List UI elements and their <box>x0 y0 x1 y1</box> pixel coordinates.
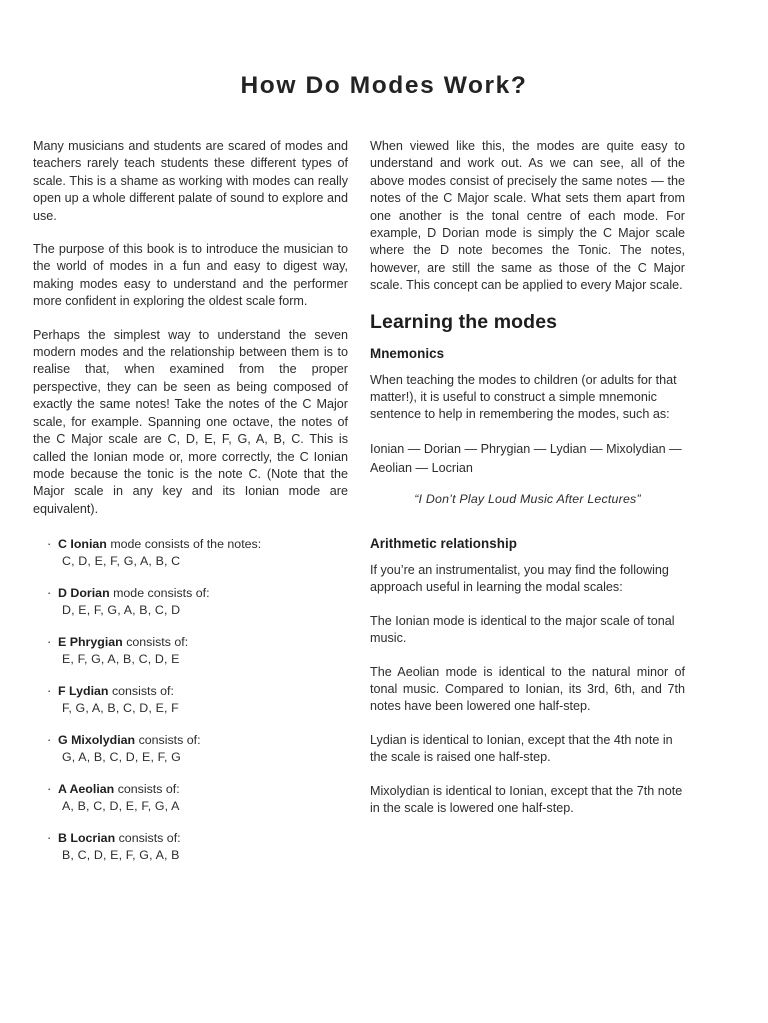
mode-heading <box>33 585 348 602</box>
mode-list <box>33 536 348 864</box>
list-item <box>33 536 348 570</box>
mode-notes: E, F, G, A, B, C, D, E <box>62 652 180 667</box>
mode-heading <box>33 634 348 651</box>
paragraph-intro-3: Perhaps the simplest way to understand the seven modern modes and the relationship between them is to realise that, when examined from the proper perspective, they can be seen as being composed of exactly the same notes! Take the notes of the C Major scale, for example. Spanning one octave, the notes of the C Major scale are C, D, E, F, G, A, B, C. This is called the Ionian mode or, more correctly, the C Ionian mode because the tonic is the note C. (Note that the Major scale in any key and its Ionian mode are equivalent). <box>33 327 348 516</box>
paragraph-modes-overview: When viewed like this, the modes are quite easy to understand and work out. As we can see, all of the above modes consist of precisely the same notes — the notes of the C Major scale. What sets them apart from one another is the tonal centre of each mode. For example, D Dorian mode is simply the C Major scale where the D note becomes the Tonic. The notes, however, are still the same as those of the C Major scale. This concept can be applied to every Major scale. <box>370 139 685 293</box>
paragraph-mnemonics-intro: When teaching the modes to children (or adults for that matter!), it is useful to construct a simple mnemonic sentence to help in remembering the modes, such as: <box>370 372 677 422</box>
bullet-icon: · <box>47 536 52 552</box>
subheading-arithmetic-relationship: Arithmetic relationship <box>370 535 517 551</box>
right-column <box>370 138 685 817</box>
mnemonic-quote: “I Don’t Play Loud Music After Lectures” <box>414 491 641 506</box>
mode-notes: F, G, A, B, C, D, E, F <box>62 701 179 716</box>
mode-notes: D, E, F, G, A, B, C, D <box>62 603 181 618</box>
mode-name: B Locrian <box>58 831 116 846</box>
mode-notes: A, B, C, D, E, F, G, A <box>62 799 180 814</box>
paragraph-arithmetic-3: The Aeolian mode is identical to the natural minor of tonal music. Compared to Ionian, its 3rd, 6th, and 7th notes have been lowered one half-step. <box>370 664 685 714</box>
mode-heading <box>33 683 348 700</box>
mode-notes: B, C, D, E, F, G, A, B <box>62 848 180 863</box>
mode-name: C Ionian <box>58 537 107 552</box>
mode-heading <box>33 732 348 749</box>
bullet-icon: · <box>47 781 52 797</box>
mode-notes: G, A, B, C, D, E, F, G <box>62 750 181 765</box>
bullet-icon: · <box>47 732 52 748</box>
paragraph-arithmetic-4: Lydian is identical to Ionian, except that the 4th note in the scale is raised one half-step. <box>370 732 673 765</box>
mode-description: consists of: <box>117 782 180 797</box>
mode-name: E Phrygian <box>58 635 123 650</box>
bullet-icon: · <box>47 585 52 601</box>
mode-heading <box>33 536 348 553</box>
list-item <box>33 634 348 668</box>
mode-heading <box>33 830 348 847</box>
mode-heading <box>33 781 348 798</box>
paragraph-intro-1: Many musicians and students are scared of modes and teachers rarely teach students these different types of scale. This is a shame as working with modes can really open up a whole different palate of sound to explore and use. <box>33 139 348 223</box>
list-item <box>33 732 348 766</box>
mode-name: F Lydian <box>58 684 109 699</box>
section-heading-learning-the-modes: Learning the modes <box>370 310 558 333</box>
mode-description: consists of: <box>111 684 174 699</box>
list-item <box>33 585 348 619</box>
mode-name: G Mixolydian <box>58 733 136 748</box>
mode-description: consists of: <box>118 831 181 846</box>
mode-name: D Dorian <box>58 586 110 601</box>
mode-description: consists of: <box>126 635 189 650</box>
bullet-icon: · <box>47 683 52 699</box>
list-item <box>33 830 348 864</box>
bullet-icon: · <box>47 830 52 846</box>
mode-description: consists of: <box>138 733 201 748</box>
paragraph-arithmetic-2: The Ionian mode is identical to the major scale of tonal music. <box>370 613 675 646</box>
page-title: How Do Modes Work? <box>240 72 528 100</box>
mode-sequence-mnemonic: Ionian — Dorian — Phrygian — Lydian — Mixolydian — Aeolian — Locrian <box>370 441 682 475</box>
list-item <box>33 781 348 815</box>
mode-name: A Aeolian <box>58 782 115 797</box>
left-column <box>33 138 348 879</box>
paragraph-intro-2: The purpose of this book is to introduce the musician to the world of modes in a fun and easy to digest way, making modes easy to understand and the performer more confident in exploring the oldest scale form. <box>33 242 348 309</box>
bullet-icon: · <box>47 634 52 650</box>
mode-description: mode consists of: <box>113 586 210 601</box>
mode-notes: C, D, E, F, G, A, B, C <box>62 554 181 569</box>
paragraph-arithmetic-1: If you’re an instrumentalist, you may find the following approach useful in learning the modal scales: <box>370 562 669 595</box>
list-item <box>33 683 348 717</box>
mode-description: mode consists of the notes: <box>110 537 262 552</box>
paragraph-arithmetic-5: Mixolydian is identical to Ionian, except that the 7th note in the scale is lowered one half-step. <box>370 783 683 815</box>
subheading-mnemonics: Mnemonics <box>370 345 445 361</box>
